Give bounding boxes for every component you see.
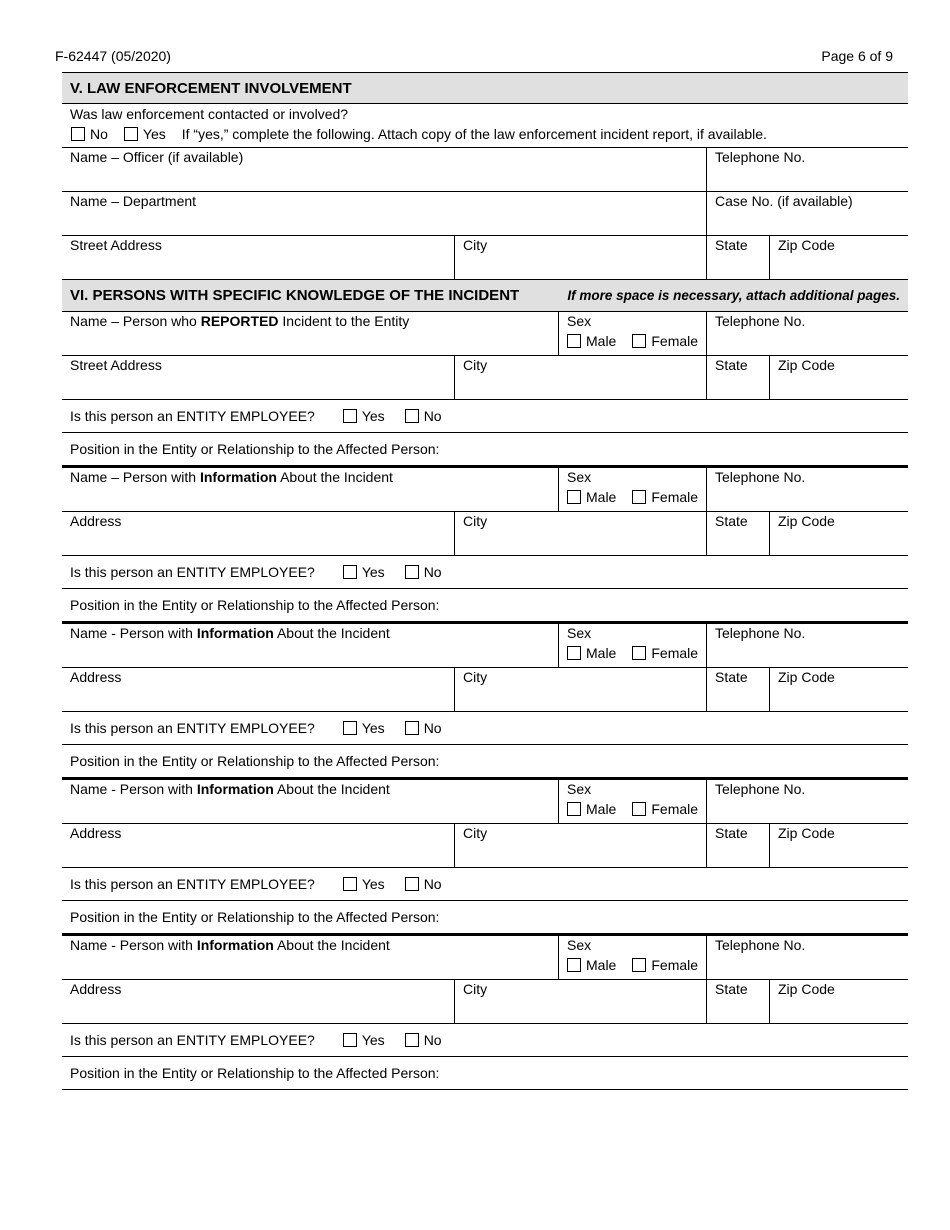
officer-row [62, 147, 908, 192]
city-label: City [463, 237, 488, 253]
info-person-2-address-row [62, 512, 908, 556]
info-person-2-name-field[interactable]: Name – Person with Information About the Incident [70, 469, 393, 485]
info-person-2-male-checkbox[interactable] [567, 490, 581, 504]
form-id: F-62447 (05/2020) [55, 48, 171, 64]
info-person-4-female-checkbox[interactable] [632, 802, 646, 816]
info-person-3-employee-row: Is this person an ENTITY EMPLOYEE? Yes No [62, 712, 908, 745]
reporter-name-label: Name – Person who REPORTED Incident to the Entity [70, 313, 410, 329]
info-person-5-employee-no-checkbox[interactable] [405, 1033, 419, 1047]
info-person-4-position-field[interactable]: Position in the Entity or Relationship to the Affected Person: [62, 901, 908, 934]
law-enforcement-yes-checkbox[interactable] [124, 127, 138, 141]
no-label: No [90, 126, 108, 142]
reporter-employee-yes-checkbox[interactable] [343, 409, 357, 423]
info-person-5-employee-yes-checkbox[interactable] [343, 1033, 357, 1047]
zip-label: Zip Code [778, 237, 835, 253]
info-person-5-male-checkbox[interactable] [567, 958, 581, 972]
reporter-street-field[interactable]: Street Address [70, 357, 162, 373]
officer-telephone-field[interactable] [706, 148, 908, 191]
law-enforcement-no-checkbox[interactable] [71, 127, 85, 141]
reporter-city-field[interactable]: City [454, 356, 706, 399]
info-person-4-address-field[interactable]: Address [70, 825, 122, 841]
reporter-position-field[interactable] [62, 433, 908, 466]
info-person-4-name-field[interactable]: Name - Person with Information About the Incident [70, 781, 390, 797]
info-person-3-state-field[interactable]: State [706, 668, 769, 711]
info-person-3-employee-yes-checkbox[interactable] [343, 721, 357, 735]
info-person-4-sex-field: Sex Male Female [558, 780, 706, 823]
reporter-telephone-field[interactable]: Telephone No. [706, 312, 908, 355]
case-number-label: Case No. (if available) [715, 193, 853, 209]
reporter-employee-row: Is this person an ENTITY EMPLOYEE? Yes No [62, 400, 908, 433]
form-body [62, 72, 908, 1090]
state-label: State [715, 237, 748, 253]
law-street-field[interactable] [62, 236, 454, 279]
info-person-3-sex-field: Sex Male Female [558, 624, 706, 667]
department-label: Name – Department [70, 193, 197, 209]
reporter-name-row [62, 312, 908, 356]
info-person-5-name-row [62, 934, 908, 980]
info-person-2-name-row [62, 466, 908, 512]
info-person-3-female-checkbox[interactable] [632, 646, 646, 660]
law-zip-field[interactable] [769, 236, 908, 279]
info-person-3-male-checkbox[interactable] [567, 646, 581, 660]
section-v-header [62, 72, 908, 104]
info-person-3-address-row [62, 668, 908, 712]
info-person-2-zip-field[interactable]: Zip Code [769, 512, 908, 555]
info-person-2-state-field[interactable]: State [706, 512, 769, 555]
officer-name-field[interactable] [62, 148, 706, 191]
info-person-5-telephone-field[interactable]: Telephone No. [706, 936, 908, 979]
info-person-3-position-field[interactable]: Position in the Entity or Relationship to the Affected Person: [62, 745, 908, 778]
info-person-5-position-field[interactable]: Position in the Entity or Relationship to the Affected Person: [62, 1057, 908, 1090]
law-state-field[interactable] [706, 236, 769, 279]
reporter-address-row [62, 356, 908, 400]
reporter-state-field[interactable]: State [706, 356, 769, 399]
info-person-4-state-field[interactable]: State [706, 824, 769, 867]
info-person-2-employee-row: Is this person an ENTITY EMPLOYEE? Yes No [62, 556, 908, 589]
info-person-5-city-field[interactable]: City [454, 980, 706, 1023]
yes-label: Yes [142, 126, 166, 142]
info-person-3-name-field[interactable]: Name - Person with Information About the Incident [70, 625, 390, 641]
info-person-4-city-field[interactable]: City [454, 824, 706, 867]
sex-label: Sex [567, 313, 592, 329]
info-person-2-city-field[interactable]: City [454, 512, 706, 555]
info-person-4-employee-no-checkbox[interactable] [405, 877, 419, 891]
telephone-label: Telephone No. [715, 149, 806, 165]
section-vi-header [62, 280, 908, 312]
info-person-3-name-row [62, 622, 908, 668]
info-person-4-male-checkbox[interactable] [567, 802, 581, 816]
employee-question: Is this person an ENTITY EMPLOYEE? [70, 408, 315, 424]
info-person-3-zip-field[interactable]: Zip Code [769, 668, 908, 711]
reporter-name-field[interactable] [62, 312, 558, 355]
law-city-field[interactable] [454, 236, 706, 279]
law-enforcement-instruction: If “yes,” complete the following. Attach copy of the law enforcement incident report, if available. [181, 126, 767, 142]
law-enforcement-question: Was law enforcement contacted or involved? [70, 106, 349, 122]
officer-name-label: Name – Officer (if available) [70, 149, 244, 165]
department-row [62, 192, 908, 236]
info-person-5-address-field[interactable]: Address [70, 981, 122, 997]
info-person-4-employee-row: Is this person an ENTITY EMPLOYEE? Yes No [62, 868, 908, 901]
law-address-row [62, 236, 908, 280]
section-vi-title: VI. PERSONS WITH SPECIFIC KNOWLEDGE OF THE INCIDENT [70, 287, 520, 304]
info-person-5-employee-row: Is this person an ENTITY EMPLOYEE? Yes No [62, 1024, 908, 1057]
info-person-3-telephone-field[interactable]: Telephone No. [706, 624, 908, 667]
info-person-4-address-row [62, 824, 908, 868]
info-person-3-city-field[interactable]: City [454, 668, 706, 711]
reporter-female-checkbox[interactable] [632, 334, 646, 348]
law-enforcement-options [62, 124, 908, 144]
info-person-3-employee-no-checkbox[interactable] [405, 721, 419, 735]
department-name-field[interactable] [62, 192, 706, 235]
street-label: Street Address [70, 237, 162, 253]
section-v-title: V. LAW ENFORCEMENT INVOLVEMENT [70, 79, 352, 97]
info-person-5-name-field[interactable]: Name - Person with Information About the Incident [70, 937, 390, 953]
info-person-4-name-row [62, 778, 908, 824]
page-number: Page 6 of 9 [821, 48, 893, 64]
position-label: Position in the Entity or Relationship to the Affected Person: [70, 441, 440, 457]
info-person-5-female-checkbox[interactable] [632, 958, 646, 972]
reporter-employee-no-checkbox[interactable] [405, 409, 419, 423]
info-person-5-zip-field[interactable]: Zip Code [769, 980, 908, 1023]
info-person-4-employee-yes-checkbox[interactable] [343, 877, 357, 891]
info-person-2-address-field[interactable]: Address [70, 513, 122, 529]
info-person-2-sex-field: Sex Male Female [558, 468, 706, 511]
reporter-sex-field: Sex Male Female [558, 312, 706, 355]
info-person-3-address-field[interactable]: Address [70, 669, 122, 685]
info-person-2-telephone-field[interactable]: Telephone No. [706, 468, 908, 511]
info-person-2-employee-yes-checkbox[interactable] [343, 565, 357, 579]
reporter-zip-field[interactable]: Zip Code [769, 356, 908, 399]
info-person-5-sex-field: Sex Male Female [558, 936, 706, 979]
info-person-4-telephone-field[interactable]: Telephone No. [706, 780, 908, 823]
info-person-2-female-checkbox[interactable] [632, 490, 646, 504]
section-vi-note: If more space is necessary, attach additional pages. [567, 288, 900, 303]
info-person-4-zip-field[interactable]: Zip Code [769, 824, 908, 867]
info-person-2-position-field[interactable]: Position in the Entity or Relationship to the Affected Person: [62, 589, 908, 622]
info-person-5-address-row [62, 980, 908, 1024]
info-person-2-employee-no-checkbox[interactable] [405, 565, 419, 579]
info-person-5-state-field[interactable]: State [706, 980, 769, 1023]
case-number-field[interactable] [706, 192, 908, 235]
reporter-male-checkbox[interactable] [567, 334, 581, 348]
